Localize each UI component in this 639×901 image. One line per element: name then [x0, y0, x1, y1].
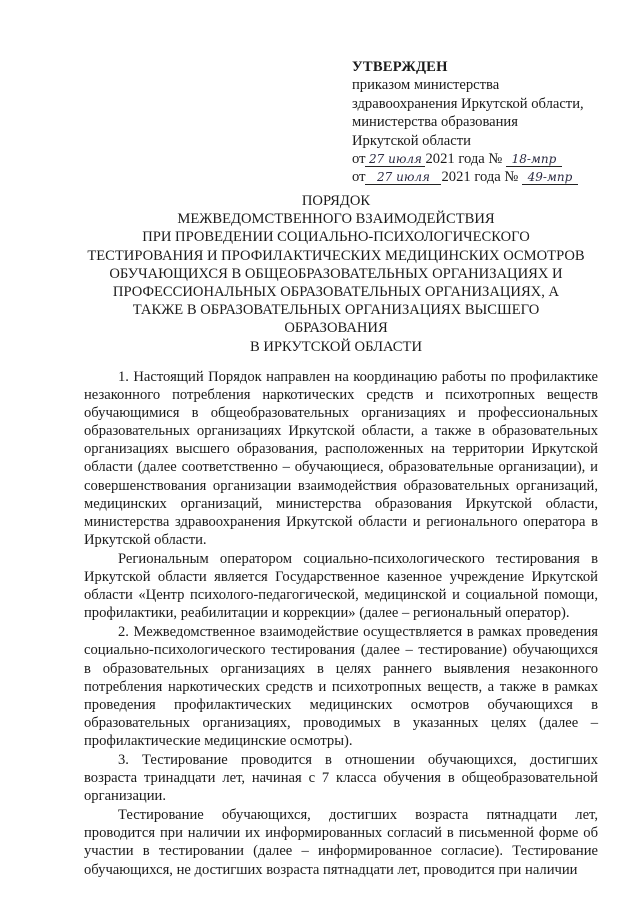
- heading-line: ТЕСТИРОВАНИЯ И ПРОФИЛАКТИЧЕСКИХ МЕДИЦИНСКИХ ОСМОТРОВ: [87, 247, 585, 264]
- heading-line: В ИРКУТСКОЙ ОБЛАСТИ: [249, 338, 422, 355]
- handwritten-date: 27 июля: [365, 152, 425, 167]
- order-prefix: от: [352, 169, 366, 186]
- paragraph: 2. Межведомственное взаимодействие осуществляется в рамках проведения социально-психологического тестирования (далее – тестирование) обучающихся в образовательных организациях в целях раннего выявления незаконного потребления наркотических средств и психотропных веществ, а также в рамках проведения профилактических медицинских осмотров обучающихся в образовательных организациях, проводимых в указанных целях (далее – профилактические медицинские осмотры).: [84, 624, 598, 749]
- paragraph: 3. Тестирование проводится в отношении обучающихся, достигших возраста тринадцати лет, начиная с 7 класса обучения в общеобразовательной организации.: [84, 751, 598, 805]
- approval-line: здравоохранения Иркутской области,: [352, 95, 584, 112]
- heading-line: ПОРЯДОК: [301, 193, 371, 209]
- heading-line: ПРОФЕССИОНАЛЬНЫХ ОБРАЗОВАТЕЛЬНЫХ ОРГАНИЗАЦИЯХ, А: [112, 284, 560, 301]
- heading-line: ОБРАЗОВАНИЯ: [284, 320, 388, 337]
- handwritten-number: 49-мпр: [522, 170, 578, 185]
- handwritten-date: 27 июля: [365, 170, 441, 185]
- approval-line: приказом министерства: [352, 77, 500, 94]
- heading-line: ОБУЧАЮЩИХСЯ В ОБЩЕОБРАЗОВАТЕЛЬНЫХ ОРГАНИЗАЦИЯХ И: [109, 265, 563, 282]
- document-body: [84, 368, 598, 880]
- order-prefix: от: [352, 151, 366, 168]
- order-year: 2021 года №: [425, 151, 503, 168]
- paragraph: Региональным оператором социально-психологического тестирования в Иркутской области является Государственное казенное учреждение Иркутской области «Центр психолого-педагогической, медицинской и социальной помощи, профилактики, реабилитации и коррекции» (далее – региональный оператор).: [84, 550, 598, 622]
- paragraph: Тестирование обучающихся, достигших возраста пятнадцати лет, проводится при наличии их информированных согласий в письменной форме об участии в тестировании (далее – информированное согласие). Тестирование обучающихся, не достигших возраста пятнадцати лет, проводится при наличии: [84, 807, 598, 878]
- approval-line: Иркутской области: [352, 132, 471, 149]
- heading-line: МЕЖВЕДОМСТВЕННОГО ВЗАИМОДЕЙСТВИЯ: [177, 211, 495, 228]
- heading-line: ТАКЖЕ В ОБРАЗОВАТЕЛЬНЫХ ОРГАНИЗАЦИЯХ ВЫСШЕГО: [132, 302, 540, 319]
- heading-line: ПРИ ПРОВЕДЕНИИ СОЦИАЛЬНО-ПСИХОЛОГИЧЕСКОГО: [142, 229, 530, 246]
- approval-line: министерства образования: [352, 114, 518, 131]
- approval-title: УТВЕРЖДЕН: [352, 59, 448, 75]
- approval-block: [352, 58, 622, 187]
- order-line-1: [352, 150, 622, 168]
- order-line-2: [352, 168, 622, 186]
- paragraph: 1. Настоящий Порядок направлен на координацию работы по профилактике незаконного потребления наркотических средств и психотропных веществ обучающимися в общеобразовательных организациях и профессиональных образовательных организациях Иркутской области, а также в образовательных организациях высшего образования, расположенных на территории Иркутской области (далее соответственно – обучающиеся, образовательные организации), и совершенствования организации взаимодействия образовательных организаций, медицинских организаций, министерства образования Иркутской области, министерства здравоохранения Иркутской области и регионального оператора в Иркутской области.: [84, 369, 598, 548]
- document-heading: [80, 192, 592, 356]
- order-year: 2021 года №: [441, 169, 519, 186]
- handwritten-number: 18-мпр: [506, 152, 562, 167]
